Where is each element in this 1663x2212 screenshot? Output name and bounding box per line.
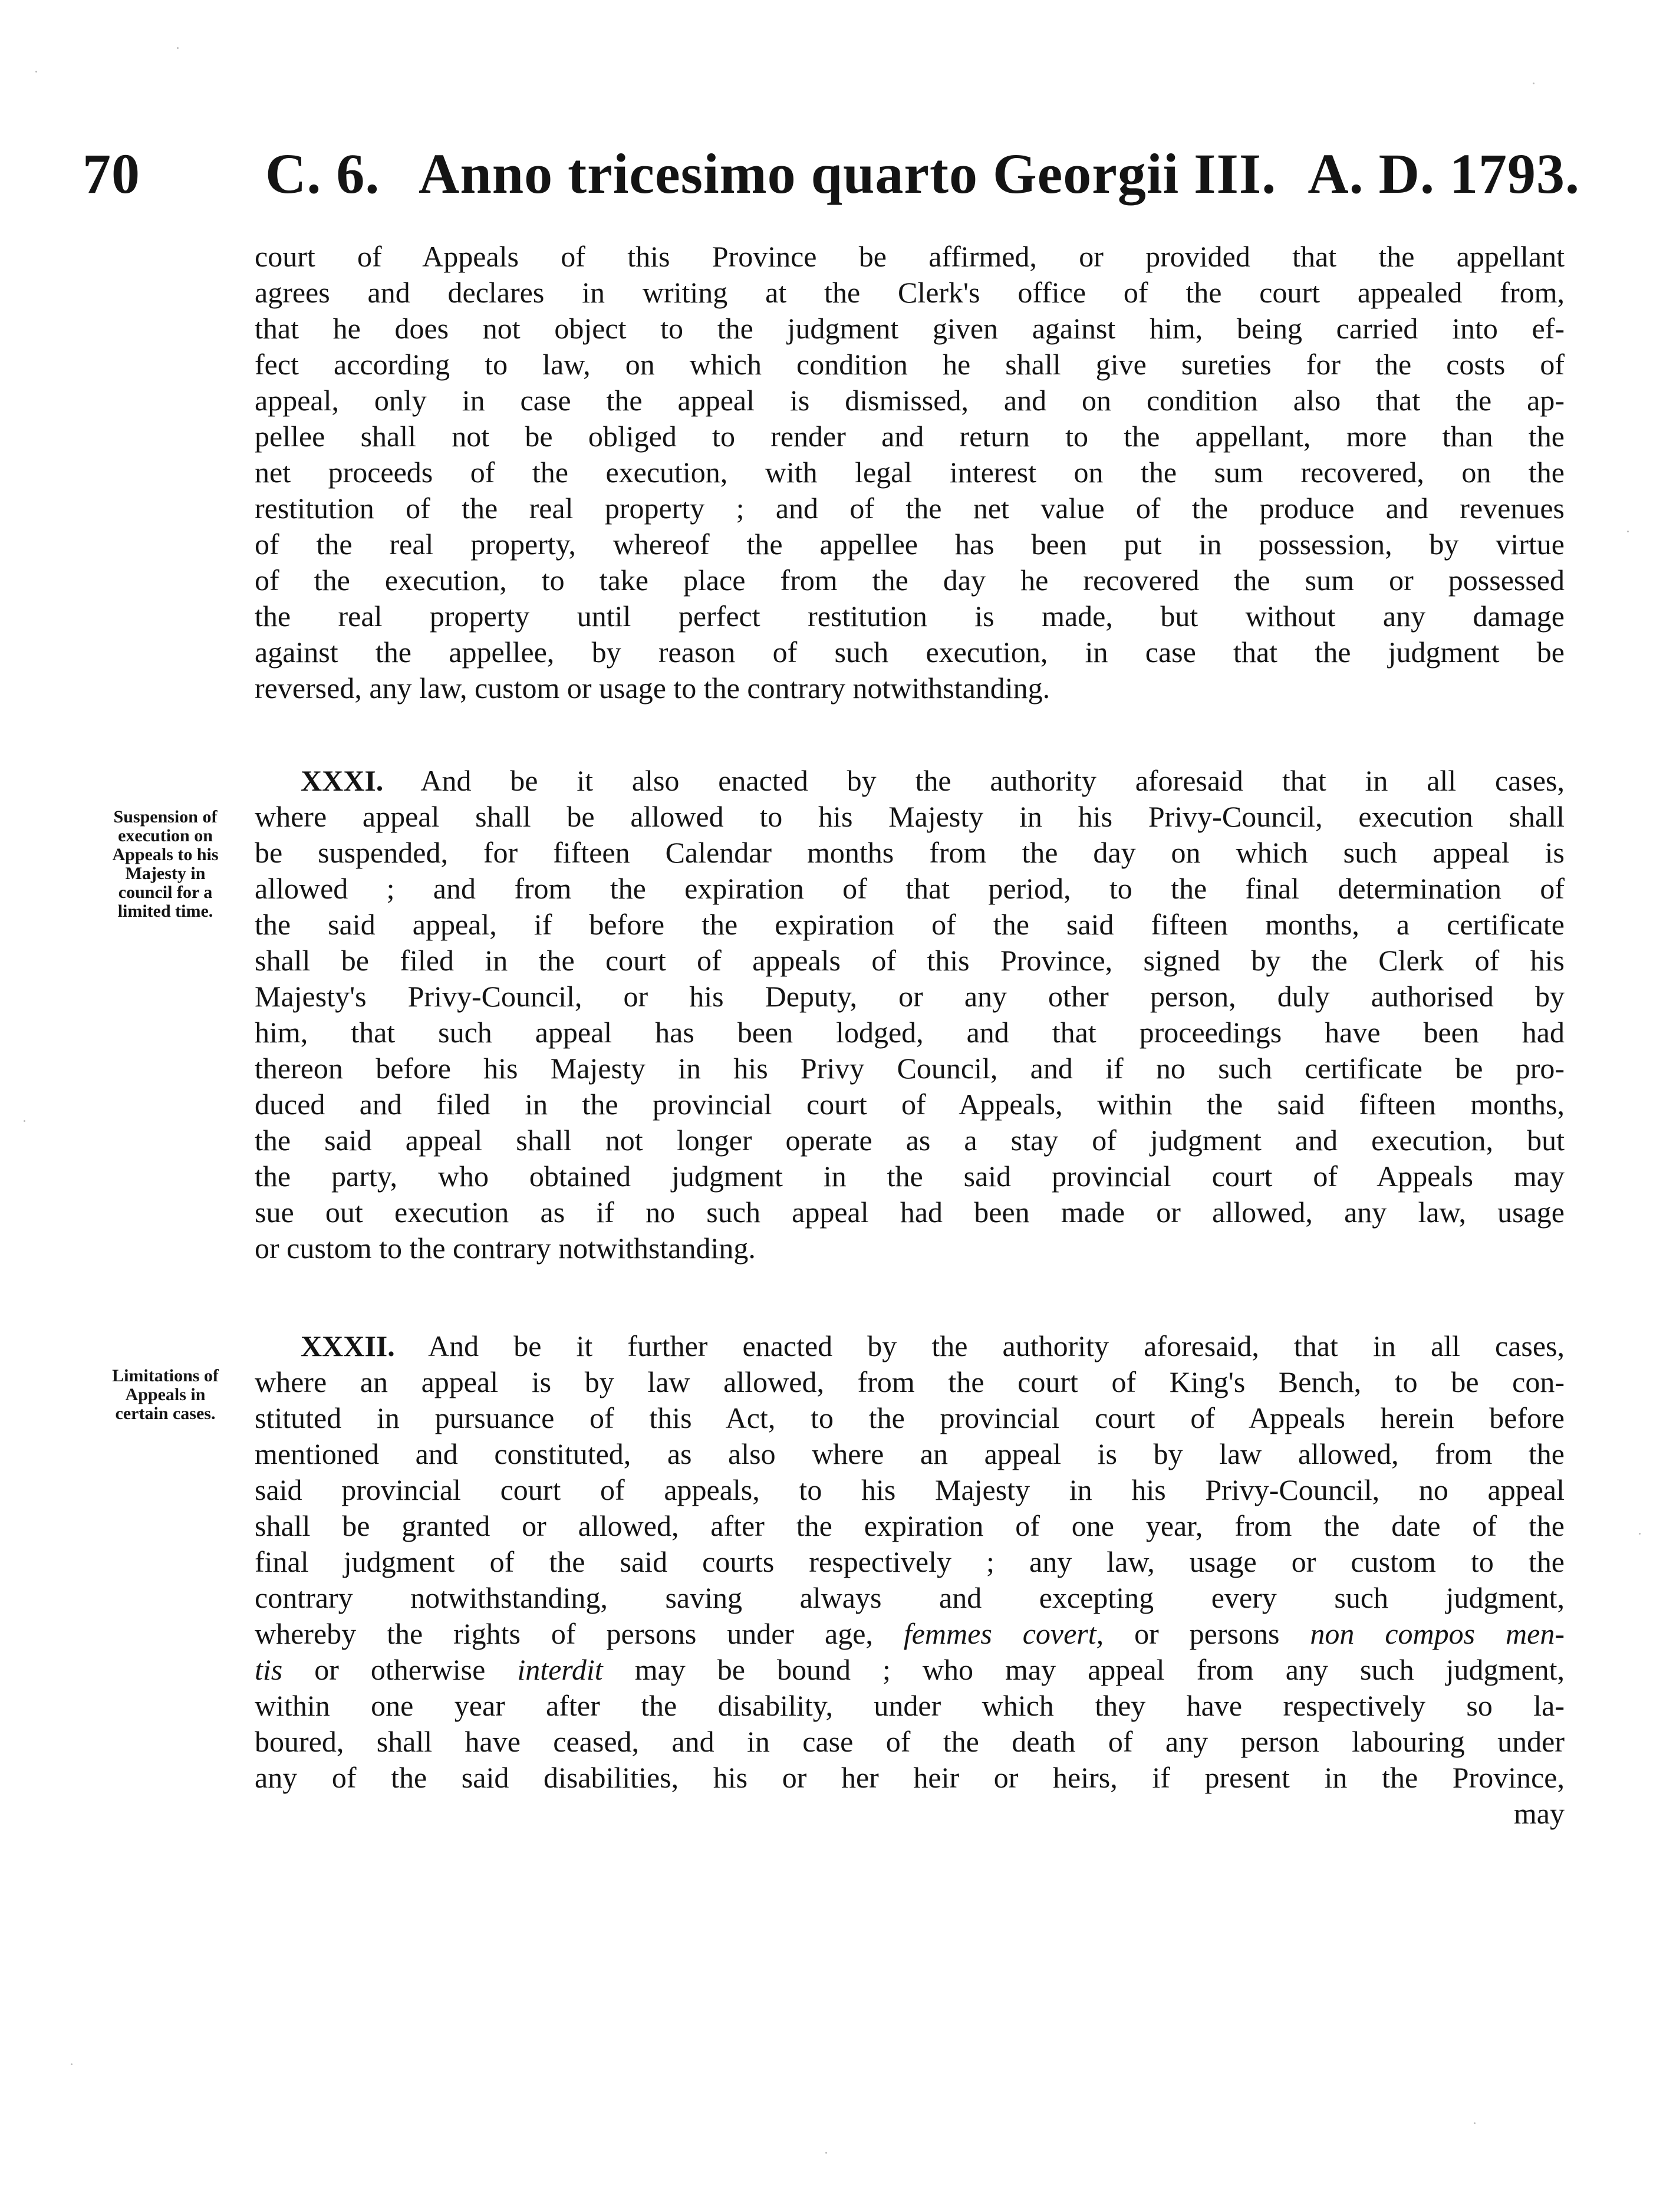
paper-speck [177, 47, 179, 49]
margin-note-line: Suspension of [113, 807, 218, 827]
chapter-number: C. 6. [265, 142, 380, 205]
text-line: Majesty's Privy-Council, or his Deputy, or any other person, duly authorised by [255, 980, 1565, 1013]
text-run: or persons [1104, 1617, 1310, 1650]
text-line: thereon before his Majesty in his Privy Council, and if no such certificate be pro- [255, 1052, 1565, 1085]
text-line: where an appeal is by law allowed, from the court of King's Bench, to be con- [255, 1365, 1565, 1398]
text-line: reversed, any law, custom or usage to the contrary notwithstanding. [255, 672, 1051, 705]
text-line: pellee shall not be obliged to render and return to the appellant, more than the [255, 420, 1565, 453]
continuation-paragraph [255, 239, 1565, 706]
paper-speck [1474, 2122, 1476, 2124]
text-line: boured, shall have ceased, and in case of the death of any person labouring under [255, 1725, 1565, 1758]
text-line: where appeal shall be allowed to his Majesty in his Privy-Council, execution shall [255, 800, 1565, 833]
margin-note-line: Limitations of [112, 1366, 219, 1385]
text-line: of the execution, to take place from the day he recovered the sum or possessed [255, 564, 1565, 597]
margin-note-limitations [81, 1367, 249, 1423]
paper-speck [825, 2152, 827, 2154]
running-header [83, 136, 1580, 212]
section-31 [255, 763, 1565, 1266]
text-line: said provincial court of appeals, to his Majesty in his Privy-Council, no appeal [255, 1473, 1565, 1506]
text-line-mixed [255, 1652, 1565, 1688]
text-line: the said appeal, if before the expiration of the said fifteen months, a certificate [255, 908, 1565, 941]
text-run: whereby the rights of persons under age, [255, 1617, 904, 1650]
year-label: A. D. 1793. [1308, 142, 1580, 205]
text-line: the party, who obtained judgment in the said provincial court of Appeals may [255, 1160, 1565, 1193]
section-32 [255, 1328, 1565, 1832]
margin-note-line: Appeals in [125, 1385, 206, 1404]
section-number: XXXI. [301, 764, 384, 797]
paper-speck [1639, 1533, 1641, 1535]
statute-title: Anno tricesimo quarto Georgii III. [419, 142, 1277, 205]
text-line: mentioned and constituted, as also where an appeal is by law allowed, from the [255, 1437, 1565, 1470]
text-line: court of Appeals of this Province be affirmed, or provided that the appellant [255, 240, 1565, 273]
text-line: shall be filed in the court of appeals of this Province, signed by the Clerk of his [255, 944, 1565, 977]
paper-speck [71, 2063, 73, 2065]
text-line: contrary notwithstanding, saving always and excepting every such judgment, [255, 1581, 1565, 1614]
text-line: sue out execution as if no such appeal had been made or allowed, any law, usage [255, 1196, 1565, 1229]
text-line: duced and filed in the provincial court of Appeals, within the said fifteen months, [255, 1088, 1565, 1121]
italic-term: interdit [517, 1653, 603, 1686]
text-line: the said appeal shall not longer operate as a stay of judgment and execution, but [255, 1124, 1565, 1157]
text-line: fect according to law, on which condition he shall give sureties for the costs of [255, 348, 1565, 381]
italic-term: non compos men- [1310, 1617, 1565, 1650]
paper-speck [24, 1120, 25, 1122]
page-number: 70 [83, 142, 140, 205]
text-line: restitution of the real property ; and of the net value of the produce and revenues [255, 492, 1565, 525]
paper-speck [35, 71, 37, 73]
text-line: any of the said disabilities, his or her heir or heirs, if present in the Province, [255, 1761, 1565, 1794]
margin-note-line: council for a [118, 883, 213, 902]
catchword: may [1513, 1797, 1565, 1830]
text-line: stituted in pursuance of this Act, to the provincial court of Appeals herein before [255, 1401, 1565, 1434]
text-line: shall be granted or allowed, after the expiration of one year, from the date of the [255, 1509, 1565, 1542]
text-line: of the real property, whereof the appellee has been put in possession, by virtue [255, 528, 1565, 561]
section-opening-text: And be it also enacted by the authority aforesaid that in all cases, [420, 764, 1565, 797]
paper-speck [1533, 83, 1534, 84]
margin-note-line: Appeals to his [112, 845, 219, 864]
margin-note-line: limited time. [117, 901, 213, 921]
margin-note-line: execution on [118, 826, 213, 845]
text-line: final judgment of the said courts respectively ; any law, usage or custom to the [255, 1545, 1565, 1578]
section-first-line [255, 1328, 1565, 1364]
margin-note-line: Majesty in [125, 864, 206, 883]
text-line: allowed ; and from the expiration of that period, to the final determination of [255, 872, 1565, 905]
text-line-mixed [255, 1616, 1565, 1652]
text-line: that he does not object to the judgment given against him, being carried into ef- [255, 312, 1565, 345]
text-line: agrees and declares in writing at the Clerk's office of the court appealed from, [255, 276, 1565, 309]
text-line: or custom to the contrary notwithstanding. [255, 1232, 756, 1265]
margin-note-suspension [81, 808, 249, 921]
section-first-line [255, 763, 1565, 799]
italic-term: tis [255, 1653, 283, 1686]
text-line: appeal, only in case the appeal is dismissed, and on condition also that the ap- [255, 384, 1565, 417]
text-line: within one year after the disability, under which they have respectively so la- [255, 1689, 1565, 1722]
text-line: against the appellee, by reason of such execution, in case that the judgment be [255, 636, 1565, 669]
italic-term: femmes covert, [903, 1617, 1104, 1650]
text-line: be suspended, for fifteen Calendar months from the day on which such appeal is [255, 836, 1565, 869]
text-run: or otherwise [282, 1653, 518, 1686]
text-run: may be bound ; who may appeal from any such judgment, [602, 1653, 1565, 1686]
section-number: XXXII. [301, 1329, 395, 1362]
text-line: net proceeds of the execution, with legal interest on the sum recovered, on the [255, 456, 1565, 489]
text-line: the real property until perfect restitution is made, but without any damage [255, 600, 1565, 633]
margin-note-line: certain cases. [115, 1404, 216, 1423]
paper-speck [1627, 531, 1629, 532]
section-opening-text: And be it further enacted by the authority aforesaid, that in all cases, [428, 1329, 1565, 1362]
text-line: him, that such appeal has been lodged, and that proceedings have been had [255, 1016, 1565, 1049]
